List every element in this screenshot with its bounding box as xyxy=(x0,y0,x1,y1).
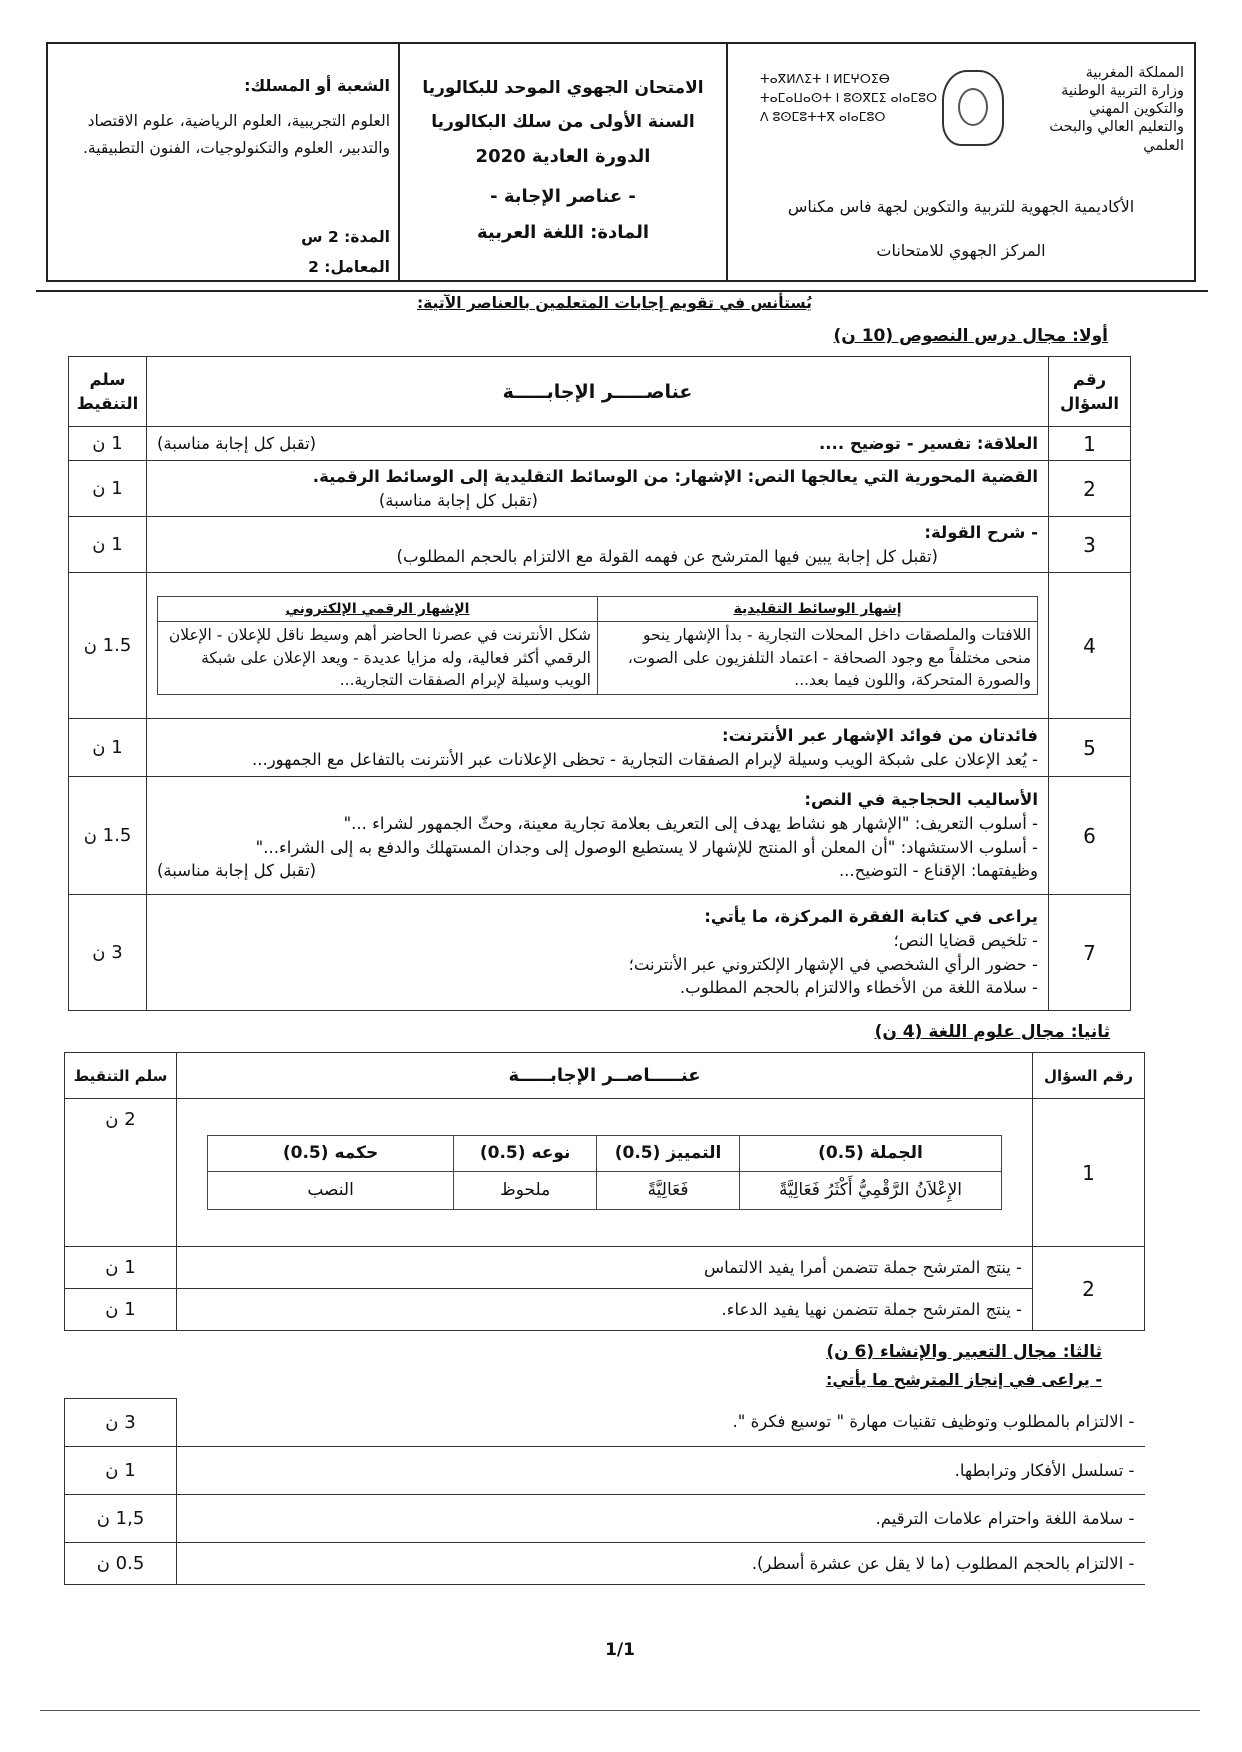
header-exam-cell xyxy=(398,42,728,282)
ministry-name xyxy=(1034,64,1184,155)
exam-duration: المدة: 2 س xyxy=(301,228,390,246)
answer-line xyxy=(157,859,1038,883)
section3-subtitle: - يراعى في إنجاز المترشح ما يأتي: xyxy=(825,1370,1102,1389)
table-row xyxy=(65,1447,1145,1495)
col-question-number: رقم السؤال xyxy=(1049,357,1131,427)
tifinagh-line: ⵜⴰⵎⴰⵡⴰⵙⵜ ⵏ ⵓⵙⴳⵎⵉ ⴰⵏⴰⵎⵓⵔ xyxy=(760,89,938,105)
tamyeez-header-row xyxy=(208,1136,1002,1172)
table-row xyxy=(65,1247,1145,1289)
score-cell: 0.5 ن xyxy=(65,1543,177,1585)
question-number: 7 xyxy=(1049,895,1131,1011)
answer-line: - أسلوب الاستشهاد: "أن المعلن أو المنتج للإشهار لا يستطيع الوصول إلى وجدان المستهلك والدفع به إلى الشراء..." xyxy=(255,837,1038,857)
score-cell: 1,5 ن xyxy=(65,1495,177,1543)
tifinagh-ministry-name xyxy=(760,70,960,126)
section3-title: ثالثا: مجال التعبير والإنشاء (6 ن) xyxy=(826,1342,1102,1362)
answer-note: (تقبل كل إجابة مناسبة) xyxy=(378,490,538,510)
tamyeez-ruling: النصب xyxy=(208,1172,454,1210)
answer-cell xyxy=(177,1099,1033,1247)
comparison-content-row xyxy=(158,622,1038,694)
table-row xyxy=(69,573,1131,719)
answer-line: يراعى في كتابة الفقرة المركزة، ما يأتي: xyxy=(704,906,1038,926)
table-row xyxy=(69,427,1131,461)
digital-ads-header: الإشهار الرقمي الإلكتروني xyxy=(158,597,598,622)
answer-cell xyxy=(147,427,1049,461)
table-row xyxy=(65,1543,1145,1585)
section2-header-row xyxy=(65,1053,1145,1099)
ministry-line: المملكة المغربية xyxy=(1085,65,1184,81)
question-number: 6 xyxy=(1049,777,1131,895)
answer-cell xyxy=(147,517,1049,573)
exam-session: الدورة العادية 2020 xyxy=(475,146,651,167)
answers-heading: - عناصر الإجابة - xyxy=(490,186,636,207)
answer-line: - تلخيص قضايا النص؛ xyxy=(893,930,1038,950)
ministry-line: والتعليم العالي والبحث العلمي xyxy=(1049,119,1184,154)
exam-center-name: المركز الجهوي للامتحانات xyxy=(876,241,1046,260)
tamyeez-value-row xyxy=(208,1172,1002,1210)
header-branch-cell xyxy=(46,42,400,282)
criterion-text: - الالتزام بالمطلوب وتوظيف تقنيات مهارة " توسيع فكرة ". xyxy=(177,1399,1145,1447)
question-number: 5 xyxy=(1049,719,1131,777)
score-cell: 3 ن xyxy=(65,1399,177,1447)
col-score: سلم التنقيط xyxy=(69,357,147,427)
question-number: 1 xyxy=(1033,1099,1145,1247)
table-row xyxy=(69,517,1131,573)
answer-line: فائدتان من فوائد الإشهار عبر الأنترنت: xyxy=(722,725,1038,745)
intro-text: يُستأنس في تقويم إجابات المتعلمين بالعناصر الآتية: xyxy=(416,294,812,312)
question-number: 1 xyxy=(1049,427,1131,461)
answer-line: - سلامة اللغة من الأخطاء والالتزام بالحجم المطلوب. xyxy=(679,978,1038,998)
exam-title: الامتحان الجهوي الموحد للبكالوريا xyxy=(422,78,704,98)
score-cell: 1 ن xyxy=(69,517,147,573)
traditional-media-content: اللافتات والملصقات داخل المحلات التجارية - بدأ الإشهار ينحو منحى مختلفاً مع وجود الصحافة - اعتماد التلفزيون على الصوت، والصورة المتحركة، واللون فيما بعد... xyxy=(598,622,1038,694)
col-answer-elements: عناصـــــر الإجابـــــة xyxy=(147,357,1049,427)
tamyeez-sentence: الإِعْلاَنُ الرَّقْمِيُّ أَكْثَرُ فَعَالِيَّةً xyxy=(739,1172,1001,1210)
tamyeez-col-ruling: حكمه (0.5) xyxy=(208,1136,454,1172)
answer-cell: - ينتج المترشح جملة تتضمن أمرا يفيد الالتماس xyxy=(177,1247,1033,1289)
score-cell: 1 ن xyxy=(65,1247,177,1289)
answer-function: وظيفتهما: الإقناع - التوضيح... xyxy=(838,861,1038,881)
score-cell: 2 ن xyxy=(65,1099,177,1247)
exam-coefficient: المعامل: 2 xyxy=(308,258,390,276)
answer-cell xyxy=(147,573,1049,719)
answer-cell xyxy=(147,719,1049,777)
score-cell: 1 ن xyxy=(69,427,147,461)
page-number: 1/1 xyxy=(605,1640,635,1660)
digital-ads-content: شكل الأنترنت في عصرنا الحاضر أهم وسيط ناقل للإعلان - الإعلان الرقمي أكثر فعالية، وله مزايا عديدة - ويعد الإعلان على شبكة الويب وسيلة لإبرام الصفقات التجارية... xyxy=(158,622,598,694)
tifinagh-line: ⵜⴰⴳⵍⴷⵉⵜ ⵏ ⵍⵎⵖⵔⵉⴱ xyxy=(760,71,890,86)
ministry-line: والتكوين المهني xyxy=(1089,101,1184,118)
table-row xyxy=(69,719,1131,777)
table-row xyxy=(65,1495,1145,1543)
answer-line: - أسلوب التعريف: "الإشهار هو نشاط يهدف إلى التعريف بعلامة تجارية معينة، وحثّ الجمهور لشراء ..." xyxy=(343,813,1038,833)
answer-cell xyxy=(147,777,1049,895)
question-number: 4 xyxy=(1049,573,1131,719)
answer-line: العلاقة: تفسير - توضيح .... xyxy=(819,433,1038,453)
answer-line: الأساليب الحجاجية في النص: xyxy=(804,789,1038,809)
answer-line: - شرح القولة: xyxy=(924,522,1038,542)
answer-cell: - ينتج المترشح جملة تتضمن نهيا يفيد الدعاء. xyxy=(177,1289,1033,1331)
section1-header-row xyxy=(69,357,1131,427)
comparison-table xyxy=(157,596,1038,695)
criterion-text: - تسلسل الأفكار وترابطها. xyxy=(177,1447,1145,1495)
comparison-header-row xyxy=(158,597,1038,622)
col-answer-elements: عنـــــاصــر الإجابـــــة xyxy=(177,1053,1033,1099)
footer-rule xyxy=(40,1710,1200,1711)
ministry-line: وزارة التربية الوطنية xyxy=(1061,83,1184,100)
branch-label: الشعبة أو المسلك: xyxy=(244,76,390,95)
score-cell: 1 ن xyxy=(69,461,147,517)
tamyeez-word: فَعَالِيَّةً xyxy=(597,1172,740,1210)
tamyeez-col-tamyeez: التمييز (0.5) xyxy=(597,1136,740,1172)
criterion-text: - الالتزام بالحجم المطلوب (ما لا يقل عن عشرة أسطر). xyxy=(177,1543,1145,1585)
tamyeez-col-type: نوعه (0.5) xyxy=(454,1136,597,1172)
tamyeez-type: ملحوظ xyxy=(454,1172,597,1210)
score-cell: 3 ن xyxy=(69,895,147,1011)
score-cell: 1 ن xyxy=(65,1447,177,1495)
table-row xyxy=(65,1289,1145,1331)
tamyeez-col-sentence: الجملة (0.5) xyxy=(739,1136,1001,1172)
question-number: 3 xyxy=(1049,517,1131,573)
table-row xyxy=(69,777,1131,895)
section1-title: أولا: مجال درس النصوص (10 ن) xyxy=(833,326,1108,346)
table-row xyxy=(65,1399,1145,1447)
score-cell: 1 ن xyxy=(65,1289,177,1331)
section1-table xyxy=(68,356,1131,1011)
tifinagh-line: ⴷ ⵓⵙⵎⵓⵜⵜⴳ ⴰⵏⴰⵎⵓⵔ xyxy=(760,108,886,124)
exam-subject: المادة: اللغة العربية xyxy=(476,222,649,243)
section2-title: ثانيا: مجال علوم اللغة (4 ن) xyxy=(874,1022,1110,1042)
academy-name: الأكاديمية الجهوية للتربية والتكوين لجهة فاس مكناس xyxy=(787,197,1135,216)
answer-cell xyxy=(147,895,1049,1011)
branch-text: العلوم التجريبية، العلوم الرياضية، علوم الاقتصاد والتدبير، العلوم والتكنولوجيات، الفنون التطبيقية. xyxy=(82,112,390,158)
header-ministry-cell xyxy=(726,42,1196,282)
col-question-number: رقم السؤال xyxy=(1033,1053,1145,1099)
answer-line: - يُعد الإعلان على شبكة الويب وسيلة لإبرام الصفقات التجارية - تحظى الإعلانات عبر الأنترنت بالتفاعل مع الجمهور... xyxy=(251,749,1038,769)
header-divider xyxy=(36,290,1208,292)
answer-cell xyxy=(147,461,1049,517)
table-row xyxy=(65,1099,1145,1247)
answer-note: (تقبل كل إجابة مناسبة) xyxy=(157,861,317,881)
tamyeez-table xyxy=(207,1135,1002,1210)
question-number: 2 xyxy=(1049,461,1131,517)
table-row xyxy=(69,895,1131,1011)
score-cell: 1.5 ن xyxy=(69,573,147,719)
section2-table xyxy=(64,1052,1145,1331)
answer-note: (تقبل كل إجابة يبين فيها المترشح عن فهمه القولة مع الالتزام بالحجم المطلوب) xyxy=(396,546,938,566)
score-cell: 1.5 ن xyxy=(69,777,147,895)
exam-level: السنة الأولى من سلك البكالوريا xyxy=(431,112,695,132)
criterion-text: - سلامة اللغة واحترام علامات الترقيم. xyxy=(177,1495,1145,1543)
traditional-media-header: إشهار الوسائط التقليدية xyxy=(598,597,1038,622)
answer-line: القضية المحورية التي يعالجها النص: الإشهار: من الوسائط التقليدية إلى الوسائط الرقمية. xyxy=(312,466,1038,486)
section3-table xyxy=(64,1398,1145,1585)
question-number: 2 xyxy=(1033,1247,1145,1331)
table-row xyxy=(69,461,1131,517)
answer-note: (تقبل كل إجابة مناسبة) xyxy=(157,433,317,453)
score-cell: 1 ن xyxy=(69,719,147,777)
col-score: سلم التنقيط xyxy=(65,1053,177,1099)
answer-line: - حضور الرأي الشخصي في الإشهار الإلكتروني عبر الأنترنت؛ xyxy=(628,954,1038,974)
